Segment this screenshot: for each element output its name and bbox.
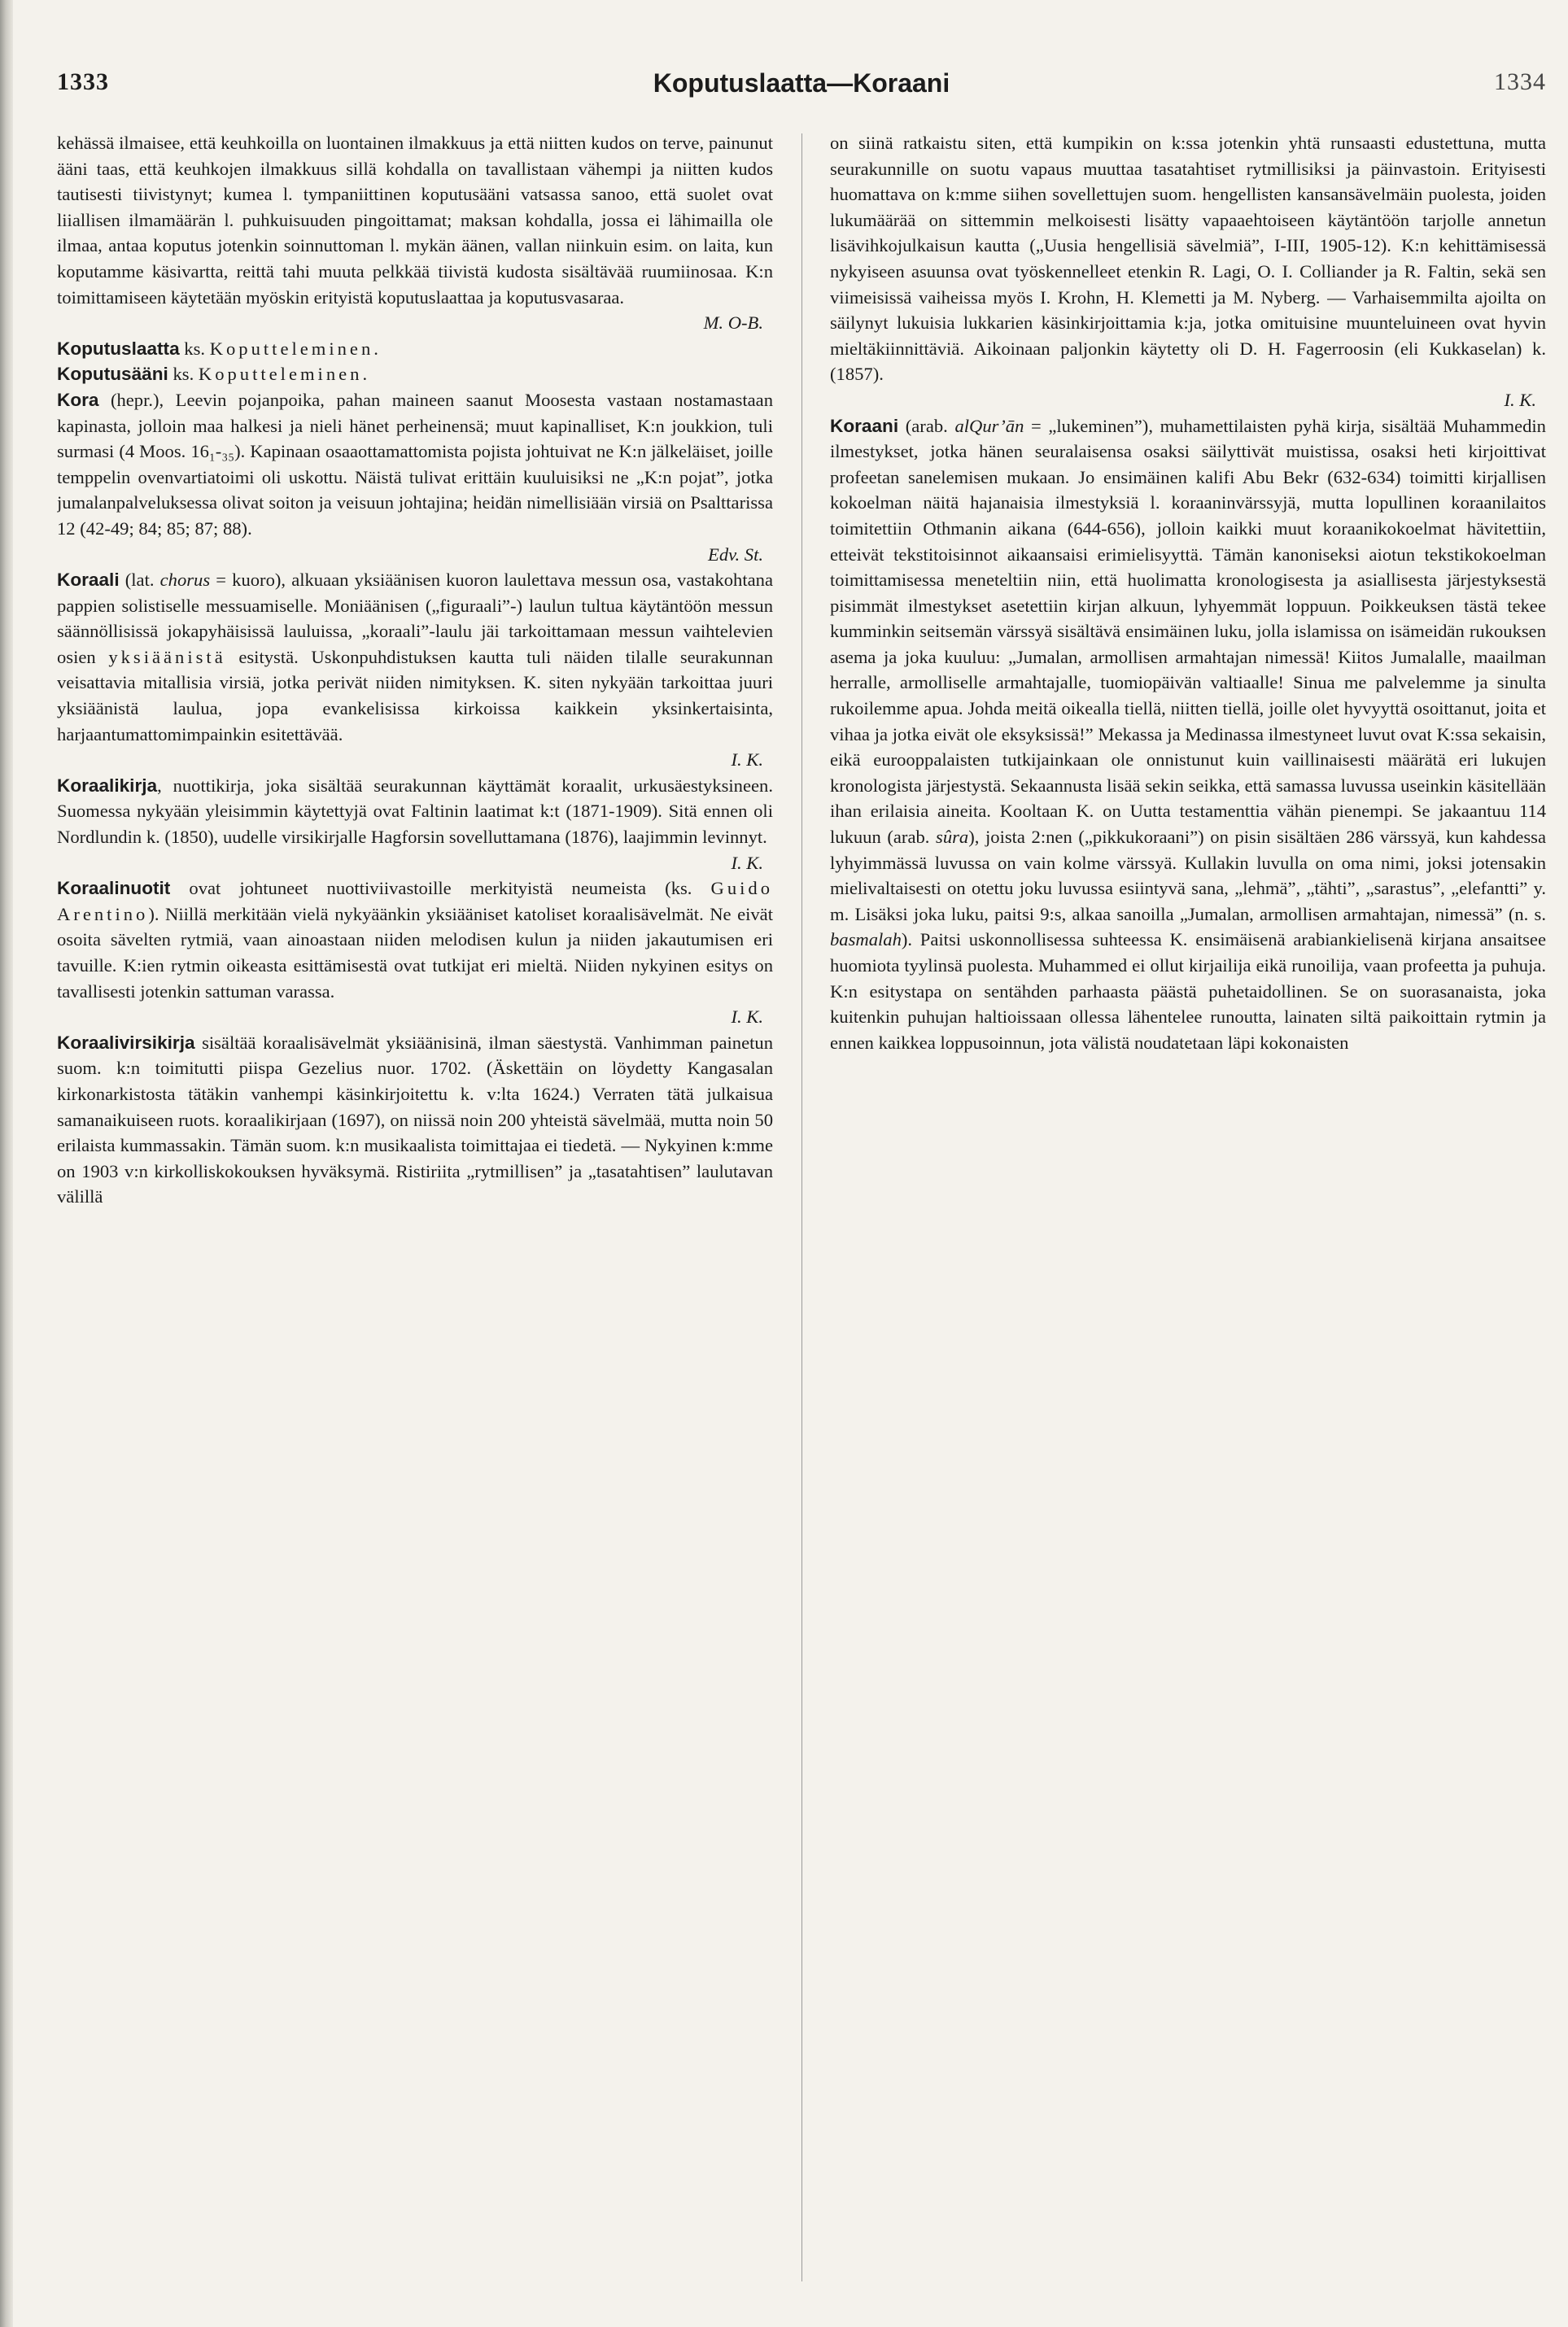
entry-text: = kuoro), alkuaan yksiäänisen kuoron laulettava messun osa, vastakohtana pappien solistiselle messuamiselle. Moniäänisen („figuraali”-) laulun tultua käytäntöön messun säännöllisissä jokapyhäisissä lauluissa, „koraali”-laulu jäi tarkoittamaan messun vaihtelevien osien [57,570,773,667]
entry-koraalikirja [57,773,773,850]
author-signature: M. O-B. [703,312,763,334]
headword: Koraali [57,570,120,591]
headword: Koputuslaatta [57,338,180,359]
entry-text: = „lukeminen”), muhamettilaisten pyhä kirja, sisältää Muhammedin ilmestykset, jotka hänen seuralaisensa osaksi säilyttivät muistissa, osaksi heti kirjoittivat profeetan sanelemisen mukaan. Jo ensimäinen kalifi Abu Bekr (632-634) toimitti kirjallisen kokoelman näitä hajanaisia ilmestyksiä l. koraaninvärssyjä, mutta lopullinen koraanilaitos toimitettiin Othmanin aikana (644-656), jolloin kaikki muut koraanikokoelmat hävitettiin, etteivät tekstitoisinnot aikaansaisi erimielisyyttä. Tämän kanoniseksi aiotun tekstikokoelman toimittamisessa meneteltiin niin, että huolimatta kronologisesta ja asiallisesta järjestyksestä pisimmät ilmestykset asetettiin kirjan alkuun, lyhyemmät loppuun. Poikkeuksen tästä tekee kumminkin seitsemän värssyä sisältävä ensimäinen luku, jolla islamissa on isämeidän rukouksen asema ja joka kuuluu: „Jumalan, armollisen armahtajan nimessä! Kiitos Jumalalle, maailman herralle, armolliselle armahtajalle, tuomiopäivän valtiaalle! Sinua me palvelemme ja sinulta rukoilemme apua. Johda meitä oikealla tiellä, niitten tiellä, joille olet hyvyyttä osoittanut, joita et vihaa ja jotka eivät ole eksyksissä!” Mekassa ja Medinassa ilmestyneet luvut ovat K:ssa sekaisin, eikä eurooppalaisten tutkijainkaan ole onnistunut kuin vaillinaisesti määrätä eri lukujen kronologista järjestystä. Sekaannusta lisää sekin seikka, että samassa luvussa useinkin käsitellään ihan erilaisia aineita. Kooltaan K. on Uutta testamenttia vähän pienempi. Se jakaantuu 114 lukuun (arab. [830,415,1546,848]
entry-text: , nuottikirja, joka sisältää seurakunnan käyttämät koraalit, urkusäestyksineen. Suomessa nykyään yleisimmin käytettyjä ovat Faltinin laatimat k:t (1871-1909). Sitä ennen oli Nordlundin k. (1850), uudelle virsikirjalle Hagforsin sovelluttamana (1876), laajimmin levinnyt. [57,775,773,848]
two-column-body [57,130,1546,2294]
entry-text: esitystä. Uskonpuhdistuksen kautta tuli näiden tilalle seurakunnan veisattavia mitallisia virsiä, jotka perivät niiden nimityksen. K. siten nykyään tarkoittaa juuri yksiäänistä laulua, jopa evankelisissa kirkoissa kaikkein yksinkertaisinta, harjaantumattomimpainkin esitettävää. [57,646,773,744]
entry-text: ks. [179,338,210,359]
latin-term: chorus [159,570,211,591]
right-column [830,130,1546,2294]
entry-koputusaani [57,361,773,387]
entry-text: (arab. [898,415,955,436]
entry-text: ovat johtuneet nuottiviivastoille merkityistä neumeista (ks. [170,878,711,899]
headword: Koraalivirsikirja [57,1032,195,1053]
entry-text: . [362,364,368,385]
dictionary-page [57,68,1546,2298]
entry-koraani [830,413,1546,1056]
entry-text: ks. [168,364,199,385]
cross-reference: Koputteleminen [209,338,374,359]
author-signature: I. K. [731,852,763,873]
entry-text: ), joista 2:nen („pikkukoraani”) on pisin sisältäen 286 värssyä, kun kahdessa lyhyimmässä luvussa on vain kolme värssyä. Kullakin luvulla on oma nimi, joksi jotensakin mielivaltaisesti on otettu joku luvussa esiintyvä sana, „lehmä”, „tähti”, „sarastus”, „elefantti” y. m. Lisäksi joka luku, paitsi 9:s, alkaa sanoilla „Jumalan, armollisen armahtajan, nimessä” (n. s. [830,827,1546,924]
entry-koraali [57,567,773,747]
entry-kora [57,387,773,542]
author-signature: I. K. [731,749,763,771]
entry-koputuslaatta [57,336,773,362]
headword: Kora [57,389,99,410]
entry-text: (hepr.), Leevin pojanpoika, pahan maineen saanut Moosesta vastaan nostamastaan kapinasta, jolloin maa halkesi ja nieli hänet perheinensä; muut kapinalliset, K:n joukkion, tuli surmasi (4 Moos. 16₁-₃₅). Kapinaan osaaottamattomista pojista johtuivat ne K:n jälkeläiset, joille temppelin ovenvartiatoimi oli uskottu. Näistä tulivat erittäin kuuluisiksi ne „K:n pojat”, jotka jumalanpalveluksessa olivat soiton ja veisuun johtajina; heidän nimellisiään virsiä on Psalttarissa 12 (42-49; 84; 85; 87; 88). [57,389,773,539]
entry-text: . [373,338,378,359]
cross-reference: Koputteleminen [198,364,363,385]
entry-text: (lat. [119,570,160,591]
author-signature: Edv. St. [708,544,763,565]
author-signature: I. K. [1504,389,1536,410]
cross-reference: Guido Arentino [57,878,773,924]
headword: Koputusääni [57,364,168,385]
entry-text: ). Paitsi uskonnollisessa suhteessa K. ensimäisenä arabiankielisenä kirjana ansaitsee huomiota tyylinsä puolesta. Muhammed ei ollut kirjailija eikä runoilija, vaan profeetta ja puhuja. K:n esitystapa on sentähden parhaasta päästä puhetaidollinen. Se on suorasanaista, joka kuitenkin puhujan haltioissaan ollessa lähentelee runoutta, lainaten siltä paikoittain rytmin ja ennen kaikkea loppusoinnun, jota välistä noudatetaan läpi kokonaisten [830,929,1546,1053]
entry-continuation [830,130,1546,387]
spaced-term: yksiäänistä [108,646,226,667]
arabic-term: alQur’ān [954,415,1024,436]
book-spine-shadow [0,0,13,2327]
author-signature: I. K. [731,1006,763,1028]
column-divider [801,133,802,2281]
headword: Koraani [830,415,899,436]
entry-koraalinuotit [57,875,773,1004]
left-column [57,130,773,2294]
running-title: Koputuslaatta—Koraani [653,68,950,98]
entry-text: on siinä ratkaistu siten, että kumpikin on k:ssa jotenkin yhtä runsaasti edustettuna, mutta seurakunnille on suotu vapaus muuttaa tasatahtiset rytmillisiksi ja päinvastoin. Erityisesti huomattava on k:mme siihen sovellettujen suom. hengellisten kansansävelmäin puolesta, joiden lukumäärää on sittemmin melkoisesti lisätty vapaaehtoiseen käytäntöön tarjolle annetun lisävihkojulkaisun kautta („Uusia hengellisiä sävelmiä”, I-III, 1905-12). K:n kehittämisessä nykyiseen asuunsa ovat työskennelleet etenkin R. Lagi, O. I. Colliander ja R. Faltin, sekä sen viimeisissä vaiheissa myös I. Krohn, H. Klemetti ja M. Nyberg. — Varhaisemmilta ajoilta on säilynyt lukuisia lukkarien käsinkirjoittamia k:ja, jotka omituisine muunteluineen ovat hyvin mieltäkiinnittäviä. Aikoinaan paljonkin käytetty oli D. H. Fagerroosin (eli Kukkaselan) k. (1857). [830,133,1546,385]
page-header [57,68,1546,117]
entry-text: kehässä ilmaisee, että keuhkoilla on luontainen ilmakkuus ja että niitten kudos on terve, painunut ääni taas, että keuhkojen ilmakkuus sillä kohdalla on tavallistaan vähempi ja niitten kudos tautisesti tiivistynyt; kumea l. tympaniittinen koputusääni vatsassa sanoo, että suolet ovat liiallisen ilmamäärän l. puhkuisuuden pingoittamat; maksan kohdalla, jossa ei lähimailla ole ilmaa, antaa koputus jotenkin soinnuttoman l. mykän äänen, vallan niinkuin esim. on laita, kun koputamme käsivartta, reittä tahi muuta pelkkää tiivistä kudosta sisältävää ruumiinosaa. K:n toimittamiseen käytetään myöskin erityistä koputuslaattaa ja koputusvasaraa. [57,133,773,308]
entry-text: ). Niillä merkitään vielä nykyäänkin yksiääniset katoliset koraalisävelmät. Ne eivät osoita sävelten rytmiä, vaan ainoastaan niiden melodisen kulun ja niiden jakautumisen eri tavuille. K:ien rytmin oikeasta esittämisestä ovat tutkijat eri mieltä. Niiden nykyinen esitys on tavallisesti jotenkin sattuman varassa. [57,903,773,1002]
page-number-right: 1334 [1494,68,1546,95]
arabic-term: basmalah [830,929,902,950]
entry-koraalivirsikirja [57,1030,773,1210]
page-number-left: 1333 [57,68,109,95]
headword: Koraalikirja [57,775,158,796]
headword: Koraalinuotit [57,878,171,899]
entry-continuation [57,130,773,310]
entry-text: sisältää koraalisävelmät yksiäänisinä, ilman säestystä. Vanhimman painetun suom. k:n toimitutti piispa Gezelius nuor. 1702. (Äskettäin on löydetty Kangasalan kirkonarkistosta tätäkin vanhempi käsinkirjoitettu k. v:lta 1624.) Verraten tätä julkaisua samanaikuiseen ruots. koraalikirjaan (1697), on niissä noin 200 yhteistä sävelmää, mutta noin 50 erilaista kummassakin. Tämän suom. k:n musikaalista toimittajaa ei tiedetä. — Nykyinen k:mme on 1903 v:n kirkolliskokouksen hyväksymä. Ristiriita „rytmillisen” ja „tasatahtisen” laulutavan välillä [57,1032,773,1207]
arabic-term: sûra [936,827,969,848]
